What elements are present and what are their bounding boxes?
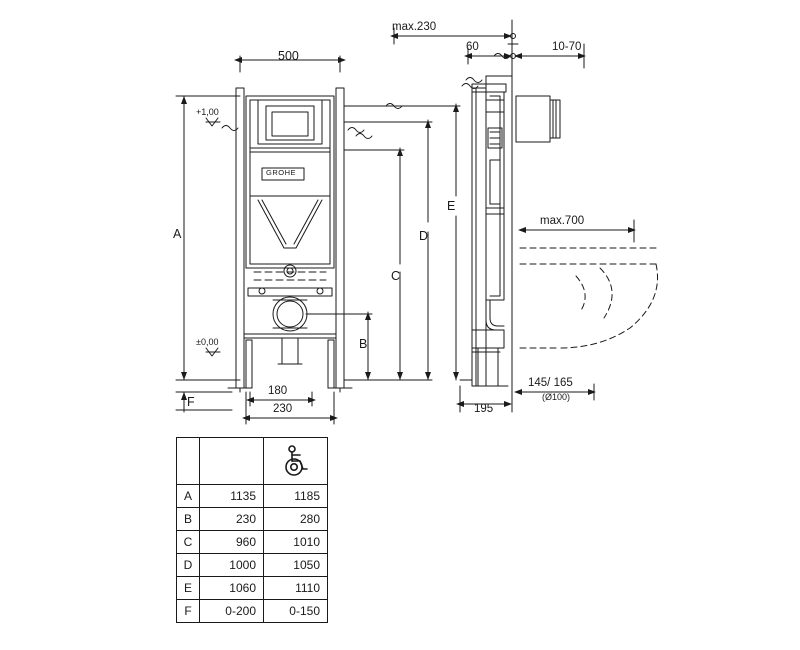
dim-label-500: 500 [278,49,299,63]
dim-label-10-70: 10-70 [552,41,582,53]
table-row [177,554,328,577]
row-key: A [177,485,200,508]
level-label-bottom: ±0,00 [196,337,219,347]
wheelchair-accessible-icon [264,438,328,485]
table-header-blank-1 [177,438,200,485]
dim-label-D: D [419,229,429,243]
table-header-row [177,438,328,485]
row-standard: 1135 [200,485,264,508]
dim-label-F: F [187,395,195,409]
row-key: D [177,554,200,577]
table-row [177,577,328,600]
dim-label-145-165: 145/ 165 [528,377,573,389]
side-frame-rail [472,88,486,386]
row-accessible: 280 [264,508,328,531]
row-key: F [177,600,200,623]
row-key: E [177,577,200,600]
dim-label-C: C [391,269,401,283]
dim-label-max-230: max.230 [392,21,437,33]
cistern-body [246,96,334,268]
row-standard: 960 [200,531,264,554]
row-standard: 1000 [200,554,264,577]
row-accessible: 1050 [264,554,328,577]
row-standard: 230 [200,508,264,531]
water-inlet [282,338,298,364]
dim-label-E: E [447,199,456,213]
pan-outlet-connector [273,297,307,331]
grohe-brand-mark: GROHE [266,168,297,177]
row-key: C [177,531,200,554]
dim-label-195: 195 [474,403,494,415]
dim-label-diameter-note: (Ø100) [542,392,571,402]
dim-label-60: 60 [466,41,479,53]
row-standard: 0-200 [200,600,264,623]
row-accessible: 0-150 [264,600,328,623]
table-header-blank-2 [200,438,264,485]
dim-label-180: 180 [268,385,288,397]
wall-mount-block [516,96,550,142]
wall-bracket [248,288,332,296]
frame-rail-left [236,88,244,388]
table-row [177,508,328,531]
table-row [177,600,328,623]
side-cistern-profile [486,92,504,300]
level-label-top: +1,00 [196,107,219,117]
dimension-table [176,437,328,623]
row-accessible: 1010 [264,531,328,554]
frame-rail-right [336,88,344,388]
flush-plate-opening [258,100,322,144]
row-standard: 1060 [200,577,264,600]
hidden-pan-outline [560,264,658,348]
dim-label-max-700: max.700 [540,215,585,227]
row-accessible: 1185 [264,485,328,508]
table-row [177,485,328,508]
row-accessible: 1110 [264,577,328,600]
table-row [177,531,328,554]
row-key: B [177,508,200,531]
dim-label-A: A [173,227,182,241]
dim-label-230-base: 230 [273,403,293,415]
dim-label-B: B [359,337,368,351]
